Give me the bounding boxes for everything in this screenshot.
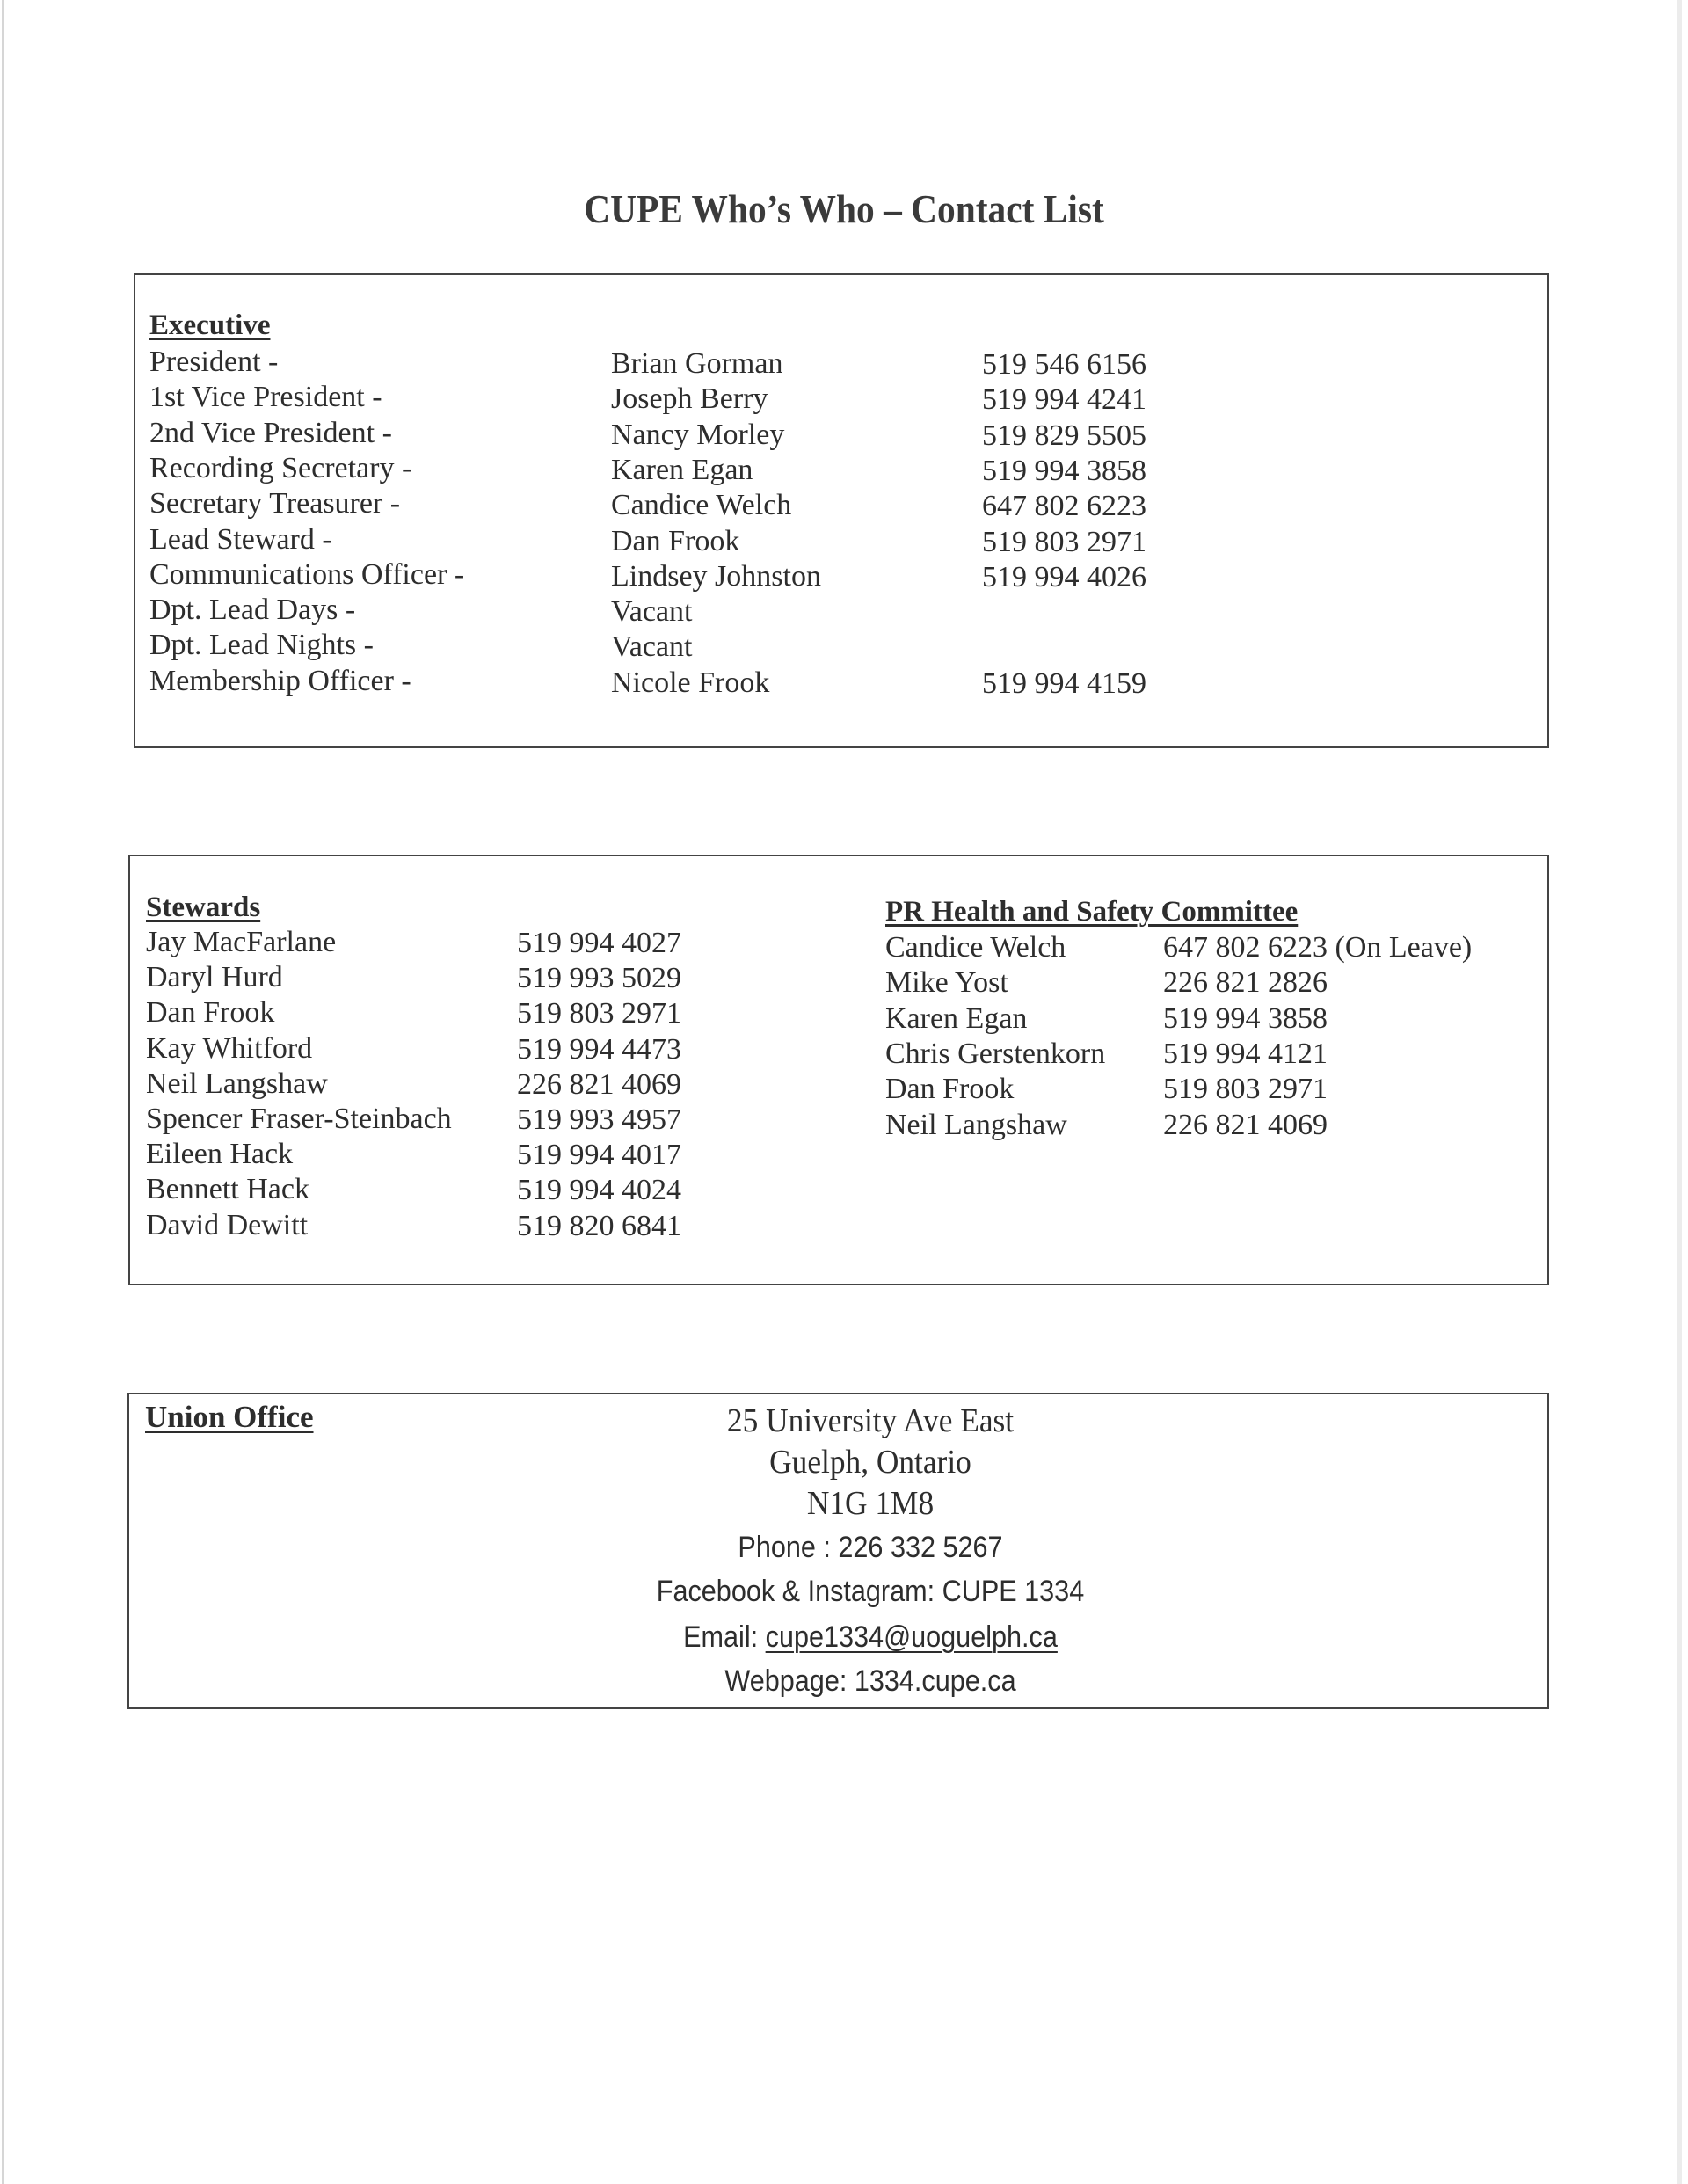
steward-phone: 519 994 4024 [517, 1174, 681, 1207]
executive-role: Dpt. Lead Nights - [149, 629, 374, 662]
executive-name: Vacant [611, 630, 693, 664]
steward-name: Daryl Hurd [146, 961, 283, 994]
scan-edge-left [2, 0, 4, 2184]
health-safety-phone: 226 821 2826 [1163, 966, 1328, 1000]
steward-name: Jay MacFarlane [146, 926, 337, 958]
health-safety-phone: 519 803 2971 [1163, 1073, 1328, 1106]
email-label: Email: [683, 1620, 766, 1654]
executive-header: Executive [149, 309, 271, 341]
health-safety-phone: 226 821 4069 [1163, 1108, 1328, 1141]
office-phone: Phone : 226 332 5267 [738, 1531, 1003, 1564]
health-safety-name: Candice Welch [885, 931, 1066, 964]
executive-phone: 519 803 2971 [982, 525, 1146, 558]
executive-name: Nancy Morley [611, 418, 785, 451]
steward-phone: 519 994 4473 [517, 1032, 681, 1066]
health-safety-name: Dan Frook [885, 1073, 1015, 1106]
executive-role: Secretary Treasurer - [149, 487, 401, 521]
email-line [554, 1618, 1187, 1656]
executive-role: 1st Vice President - [149, 381, 382, 414]
steward-name: Spencer Fraser-Steinbach [146, 1103, 452, 1135]
executive-name: Joseph Berry [611, 382, 768, 416]
executive-role: Recording Secretary - [149, 451, 412, 484]
address-line-1: 25 University Ave East [726, 1402, 1015, 1439]
executive-name: Nicole Frook [611, 666, 770, 699]
health-safety-phone: 519 994 3858 [1163, 1001, 1328, 1035]
health-safety-name: Karen Egan [885, 1001, 1028, 1035]
page-title: CUPE Who’s Who – Contact List [584, 187, 1104, 231]
executive-phone: 647 802 6223 [982, 490, 1146, 523]
executive-phone: 519 829 5505 [982, 419, 1146, 452]
executive-role: President - [149, 346, 279, 378]
health-safety-header: PR Health and Safety Committee [885, 896, 1299, 928]
executive-phone: 519 994 4159 [982, 666, 1146, 700]
executive-role: Communications Officer - [149, 557, 465, 591]
executive-name: Dan Frook [611, 524, 740, 557]
postal-code: N1G 1M8 [806, 1485, 935, 1522]
health-safety-name: Mike Yost [885, 966, 1008, 1000]
steward-phone: 519 993 5029 [517, 962, 681, 995]
steward-name: Eileen Hack [146, 1138, 294, 1171]
executive-name: Candice Welch [611, 489, 792, 522]
executive-role: 2nd Vice President - [149, 416, 392, 449]
steward-phone: 519 994 4017 [517, 1139, 681, 1172]
steward-phone: 519 820 6841 [517, 1209, 681, 1242]
scan-edge-right [1677, 0, 1682, 2184]
email-link[interactable]: cupe1334@uoguelph.ca [765, 1620, 1058, 1654]
steward-phone: 519 993 4957 [517, 1103, 681, 1136]
social-media: Facebook & Instagram: CUPE 1334 [656, 1575, 1085, 1608]
health-safety-phone: 519 994 4121 [1163, 1037, 1328, 1070]
steward-name: Bennett Hack [146, 1173, 309, 1206]
executive-role: Membership Officer - [149, 664, 411, 697]
steward-phone: 226 821 4069 [517, 1067, 681, 1101]
executive-phone: 519 994 3858 [982, 454, 1146, 487]
health-safety-phone: 647 802 6223 (On Leave) [1163, 931, 1473, 964]
stewards-header: Stewards [146, 892, 261, 923]
address-line-2: Guelph, Ontario [769, 1444, 971, 1481]
steward-name: David Dewitt [146, 1208, 309, 1241]
executive-phone: 519 546 6156 [982, 348, 1146, 381]
steward-name: Neil Langshaw [146, 1067, 328, 1100]
executive-role: Lead Steward - [149, 522, 332, 556]
steward-name: Kay Whitford [146, 1031, 313, 1065]
executive-name: Brian Gorman [611, 347, 783, 380]
executive-role: Dpt. Lead Days - [149, 593, 356, 627]
union-office-header: Union Office [145, 1400, 314, 1434]
health-safety-name: Neil Langshaw [885, 1108, 1067, 1141]
executive-name: Lindsey Johnston [611, 559, 821, 593]
steward-phone: 519 803 2971 [517, 997, 681, 1030]
executive-name: Vacant [611, 595, 693, 629]
steward-phone: 519 994 4027 [517, 927, 681, 959]
webpage[interactable]: Webpage: 1334.cupe.ca [724, 1664, 1016, 1698]
health-safety-name: Chris Gerstenkorn [885, 1037, 1106, 1070]
steward-name: Dan Frook [146, 996, 275, 1030]
executive-phone: 519 994 4026 [982, 560, 1146, 593]
executive-name: Karen Egan [611, 453, 753, 486]
stewards-box [128, 855, 1549, 1285]
executive-phone: 519 994 4241 [982, 383, 1146, 417]
